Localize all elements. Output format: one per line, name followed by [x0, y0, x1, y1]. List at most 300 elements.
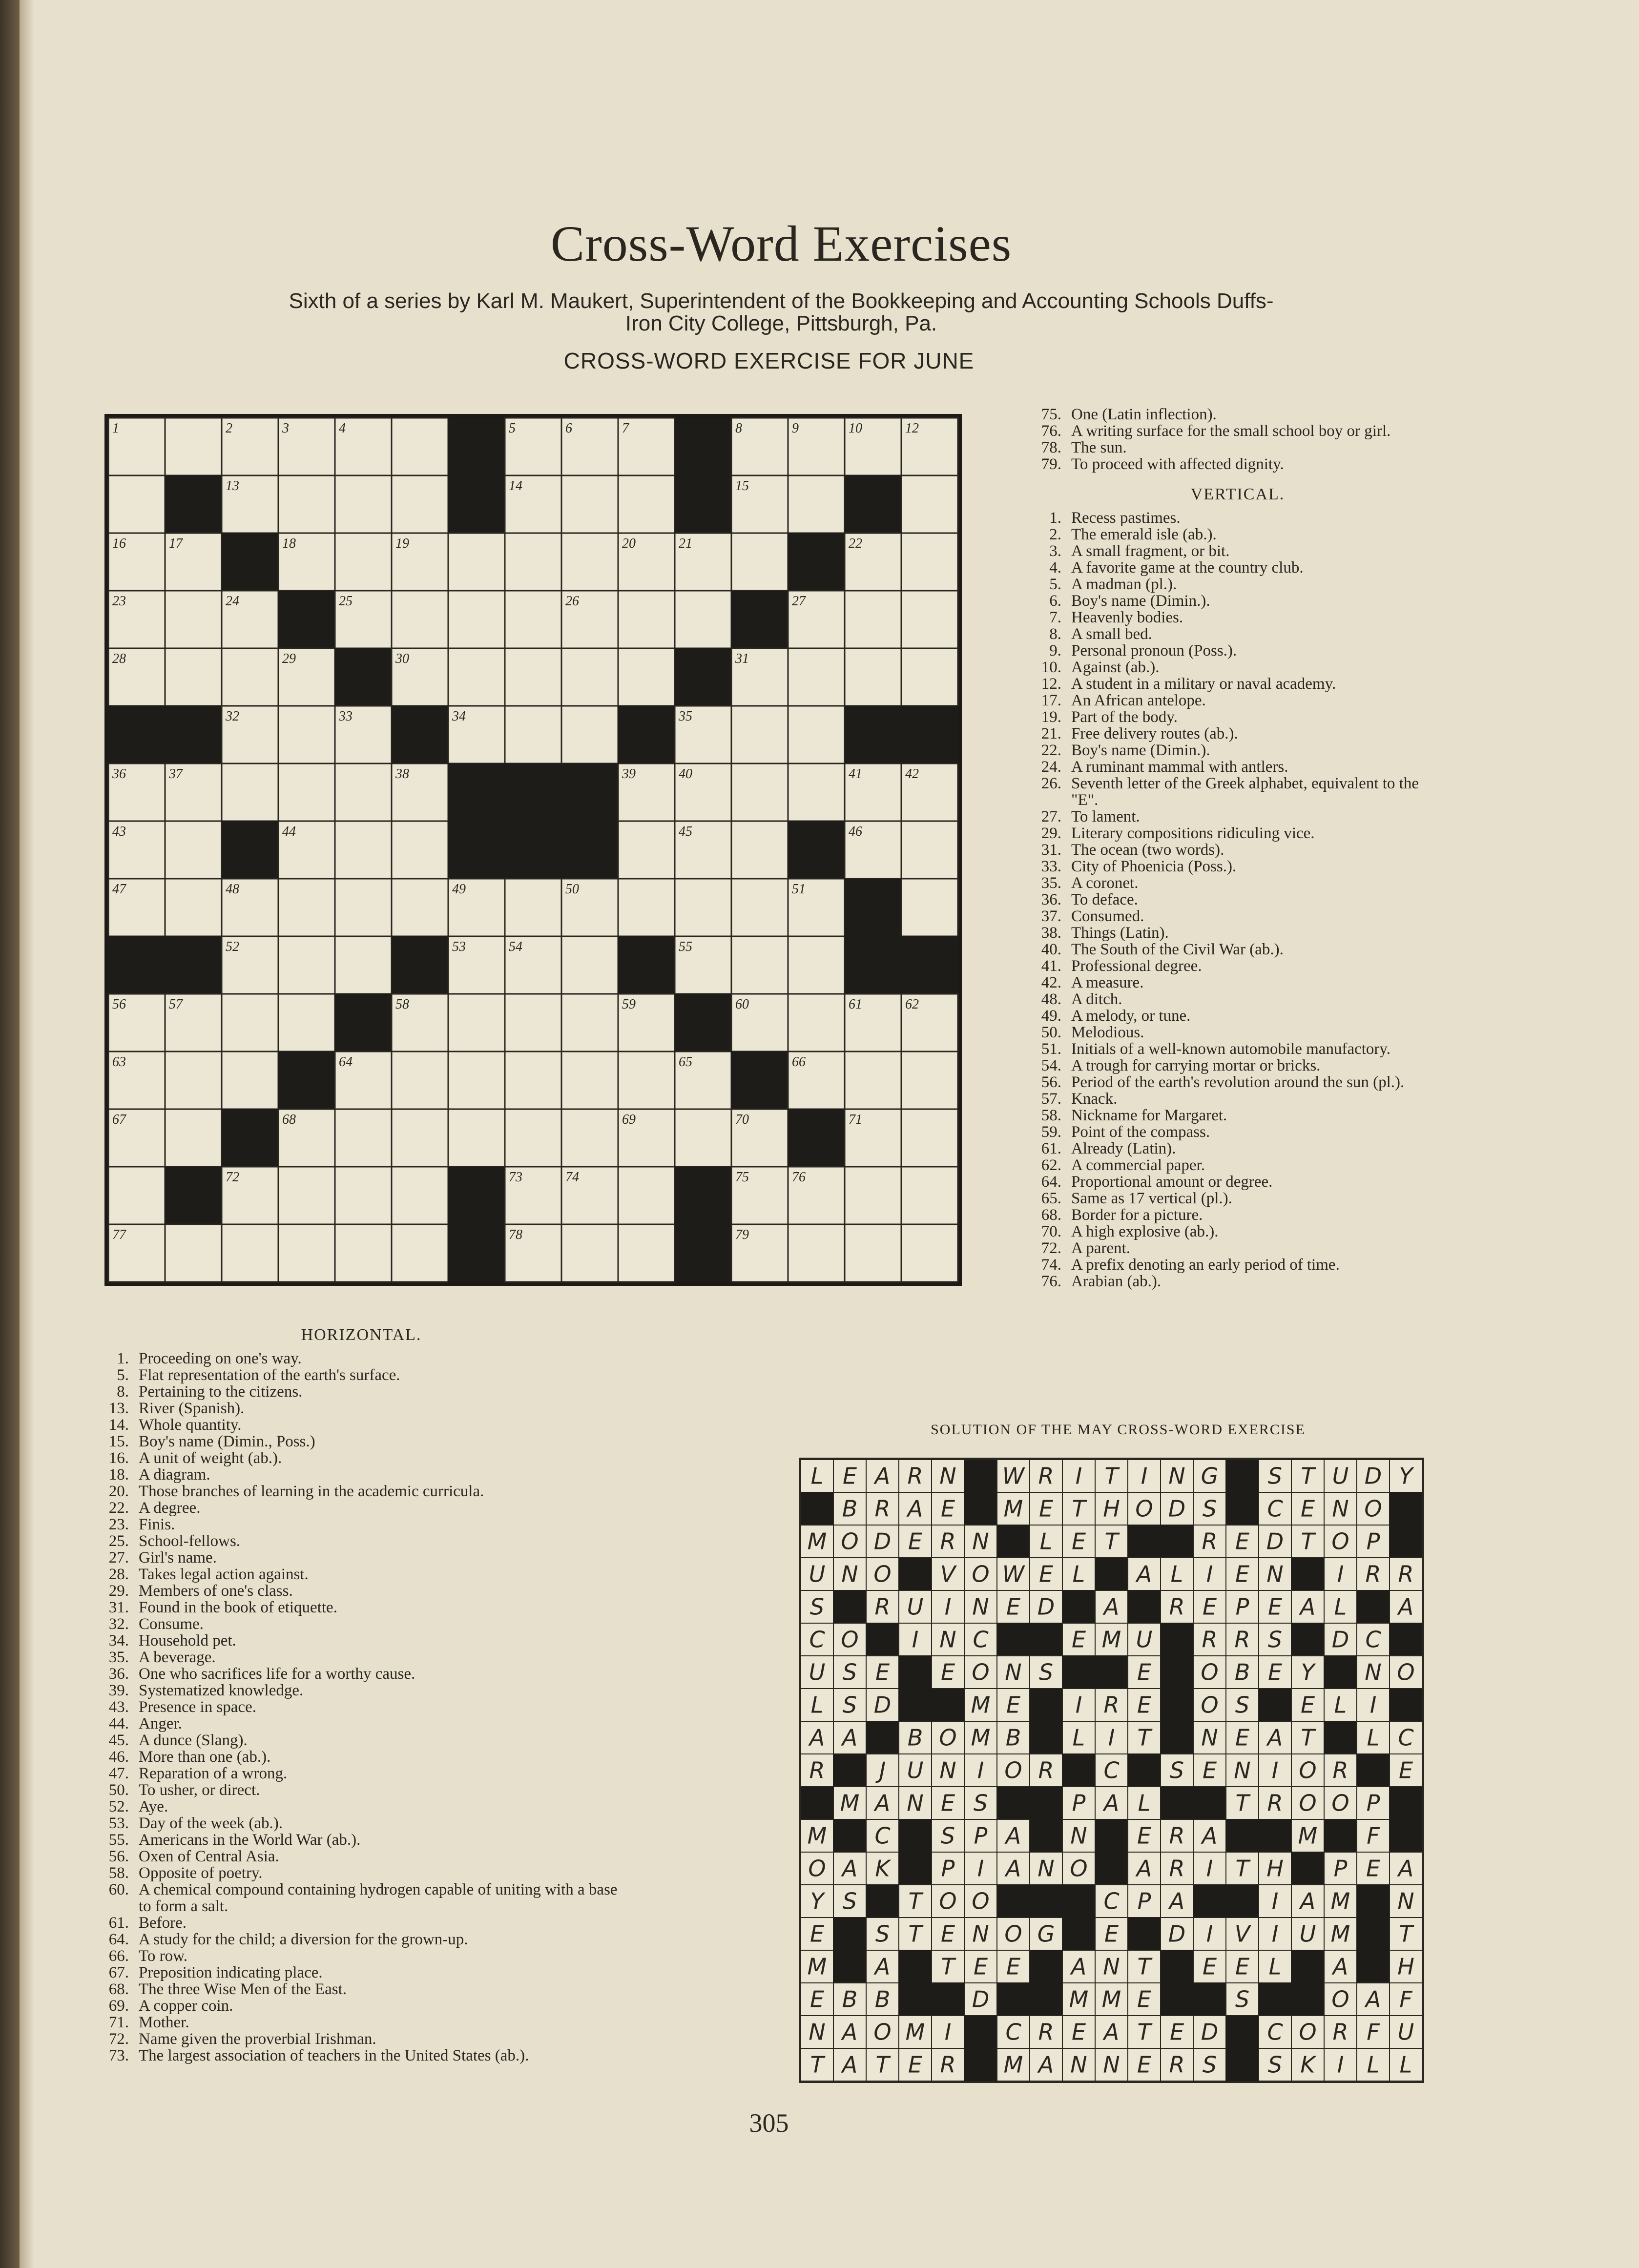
cell-number: 36 [112, 766, 126, 782]
solution-letter: D [1168, 1495, 1186, 1522]
cell-number: 61 [849, 997, 862, 1012]
clue [1030, 456, 1445, 473]
solution-letter: M [971, 1691, 991, 1718]
clue [98, 1367, 625, 1383]
solution-letter: N [1103, 1953, 1120, 1980]
clue-number: 23. [108, 1516, 129, 1533]
solution-letter: E [908, 2051, 923, 2078]
clue-number: 78. [1041, 439, 1061, 456]
cell-number: 43 [112, 824, 126, 839]
solution-letter: S [1267, 1463, 1283, 1489]
clue-number: 22. [108, 1499, 129, 1517]
clue-text: Consume. [139, 1615, 204, 1633]
clue [1030, 642, 1445, 659]
solution-letter: O [939, 1724, 957, 1751]
solution-black-cell [801, 1787, 833, 1819]
cell-number: 74 [565, 1170, 579, 1185]
black-cell [845, 936, 901, 994]
solution-black-cell [1259, 1689, 1291, 1721]
solution-letter: A [842, 2019, 858, 2045]
solution-letter: N [1070, 2051, 1087, 2078]
clue-text: A prefix denoting an early period of time. [1071, 1256, 1340, 1274]
cell-number: 71 [849, 1112, 862, 1127]
clue-text: Boy's name (Dimin.). [1071, 592, 1210, 610]
clue-number: 34. [108, 1632, 129, 1649]
solution-black-cell [1390, 1689, 1422, 1721]
solution-letter: U [1397, 2019, 1414, 2045]
clue-number: 54. [1041, 1057, 1061, 1074]
clue [1030, 908, 1445, 925]
solution-letter: M [1101, 1626, 1121, 1653]
cell-number: 1 [112, 421, 119, 436]
black-cell [222, 1109, 278, 1167]
clue-text: Day of the week (ab.). [139, 1814, 283, 1832]
black-cell [901, 706, 958, 763]
solution-black-cell [1324, 1721, 1357, 1754]
clue-text: Reparation of a wrong. [139, 1765, 288, 1782]
clue-number: 29. [108, 1582, 129, 1600]
cell-number: 62 [905, 997, 919, 1012]
solution-letter: M [807, 1953, 827, 1980]
solution-letter: D [873, 1691, 892, 1718]
clue-text: Professional degree. [1071, 957, 1202, 975]
clue-text: Initials of a well-known automobile manufactory. [1071, 1040, 1391, 1058]
black-cell [845, 706, 901, 763]
solution-letter: R [1202, 1528, 1218, 1555]
solution-letter: K [875, 1855, 890, 1882]
solution-letter: S [973, 1790, 988, 1816]
cell-number: 17 [169, 536, 183, 551]
solution-letter: O [1201, 1691, 1219, 1718]
solution-letter: S [809, 1593, 825, 1620]
clue [1030, 891, 1445, 908]
solution-letter: S [1202, 2051, 1217, 2078]
solution-letter: I [1271, 1757, 1279, 1784]
clue-text: Literary compositions ridiculing vice. [1071, 825, 1315, 842]
solution-letter: L [1138, 1790, 1151, 1816]
clue [1030, 406, 1445, 423]
black-cell [675, 1224, 731, 1282]
clue [98, 1649, 625, 1666]
solution-black-cell [1030, 1787, 1062, 1819]
solution-letter: L [1072, 1724, 1085, 1751]
solution-letter: O [1299, 1790, 1317, 1816]
cell-number: 18 [282, 536, 296, 551]
clue-number: 10. [1041, 659, 1061, 676]
solution-letter: E [1235, 1724, 1250, 1751]
solution-letter: A [1103, 1790, 1120, 1816]
solution-black-cell [1324, 1656, 1357, 1689]
clue-number: 70. [1041, 1223, 1061, 1240]
solution-black-cell [833, 1917, 866, 1950]
solution-letter: N [972, 1920, 989, 1947]
clue-number: 8. [1049, 625, 1061, 643]
clue-number: 1. [1049, 509, 1061, 527]
solution-letter: O [1331, 1790, 1349, 1816]
solution-letter: N [1201, 1724, 1218, 1751]
cell-number: 10 [849, 421, 862, 436]
solution-letter: I [977, 1855, 984, 1882]
solution-letter: U [1299, 1920, 1316, 1947]
black-cell [561, 821, 618, 879]
solution-letter: P [1333, 1855, 1348, 1882]
clue-text: Heavenly bodies. [1071, 609, 1183, 626]
clue-text: To usher, or direct. [139, 1781, 260, 1799]
solution-letter: E [1366, 1855, 1381, 1882]
solution-letter: T [1399, 1920, 1413, 1947]
solution-black-cell [1062, 1754, 1095, 1787]
clue-number: 12. [1041, 675, 1061, 693]
solution-letter: S [1038, 1659, 1054, 1686]
solution-letter: T [1104, 1528, 1119, 1555]
solution-letter: S [1267, 2051, 1283, 2078]
clue-number: 22. [1041, 742, 1061, 759]
cell-number: 79 [735, 1227, 749, 1242]
solution-letter: N [1234, 1757, 1251, 1784]
clue-number: 58. [1041, 1107, 1061, 1124]
solution-black-cell [866, 1721, 899, 1754]
clue [1030, 626, 1445, 642]
clue [98, 1483, 625, 1500]
solution-letter: R [1038, 2019, 1054, 2045]
cell-number: 63 [112, 1054, 126, 1070]
cell-number: 19 [395, 536, 409, 551]
clue [1030, 1024, 1445, 1041]
cell-number: 32 [226, 709, 239, 724]
solution-letter: L [1399, 2051, 1412, 2078]
subtitle-line-2: Iron City College, Pittsburgh, Pa. [625, 311, 937, 335]
solution-black-cell [1030, 1689, 1062, 1721]
clue [98, 1417, 625, 1433]
clue-number: 14. [108, 1416, 129, 1434]
clue [1030, 1074, 1445, 1091]
solution-black-cell [1226, 1819, 1259, 1852]
cell-number: 7 [622, 421, 629, 436]
solution-letter: C [1103, 1757, 1120, 1784]
black-cell [845, 475, 901, 533]
solution-letter: A [1398, 1593, 1414, 1620]
clue [1030, 659, 1445, 676]
solution-letter: C [1365, 1626, 1381, 1653]
solution-letter: A [1398, 1855, 1414, 1882]
solution-letter: L [1367, 2051, 1380, 2078]
solution-letter: W [1002, 1561, 1025, 1588]
solution-black-cell [1226, 1460, 1259, 1492]
black-cell [222, 533, 278, 591]
cell-number: 76 [792, 1170, 806, 1185]
clue [98, 1865, 625, 1881]
black-cell [731, 1052, 788, 1109]
clue [1030, 974, 1445, 991]
solution-black-cell [997, 1787, 1030, 1819]
solution-letter: N [1005, 1659, 1022, 1686]
solution-letter: E [1202, 1757, 1217, 1784]
solution-letter: H [1266, 1855, 1284, 1882]
clue-text: A trough for carrying mortar or bricks. [1071, 1057, 1321, 1074]
cell-number: 57 [169, 997, 183, 1012]
solution-letter: E [1137, 1659, 1152, 1686]
clue-number: 39. [108, 1682, 129, 1699]
clue-text: Anger. [139, 1715, 182, 1732]
clue-number: 79. [1041, 455, 1061, 473]
solution-black-cell [899, 1983, 932, 2016]
cell-number: 4 [339, 421, 346, 436]
solution-letter: E [908, 1528, 923, 1555]
clue [98, 1798, 625, 1815]
clue-number: 2. [1049, 526, 1061, 543]
cell-number: 52 [226, 939, 239, 954]
black-cell [675, 1167, 731, 1224]
cell-number: 35 [679, 709, 692, 724]
clue [98, 1832, 625, 1848]
clue-text: Personal pronoun (Poss.). [1071, 642, 1237, 660]
clue-text: Border for a picture. [1071, 1206, 1203, 1224]
cell-number: 60 [735, 997, 749, 1012]
solution-letter: E [809, 1986, 825, 2013]
solution-letter: E [1071, 1626, 1086, 1653]
clue-number: 13. [108, 1400, 129, 1417]
solution-black-cell [1030, 1721, 1062, 1754]
clue-number: 76. [1041, 1273, 1061, 1290]
solution-letter: R [1202, 1626, 1218, 1653]
clue [98, 1450, 625, 1466]
solution-letter: O [972, 1888, 990, 1915]
clue-text: Systematized knowledge. [139, 1682, 304, 1699]
cell-number: 50 [565, 882, 579, 897]
clue [1030, 576, 1445, 593]
cell-number: 16 [112, 536, 126, 551]
solution-letter: F [1399, 1986, 1412, 2013]
solution-letter: O [1004, 1757, 1022, 1784]
clue [98, 1632, 625, 1649]
solution-black-cell [1128, 1917, 1161, 1950]
solution-black-cell [1161, 1525, 1193, 1558]
cell-number: 28 [112, 651, 126, 666]
cell-number: 69 [622, 1112, 636, 1127]
solution-letter: T [1301, 1528, 1315, 1555]
clue-text: Finis. [139, 1516, 175, 1533]
solution-letter: O [1364, 1495, 1382, 1522]
solution-letter: M [1101, 1986, 1121, 2013]
clue-number: 21. [1041, 725, 1061, 742]
solution-letter: L [1334, 1593, 1347, 1620]
clue-number: 1. [117, 1350, 129, 1367]
solution-black-cell [1161, 1721, 1193, 1754]
black-cell [448, 418, 505, 475]
solution-black-cell [1095, 1852, 1128, 1885]
solution-letter: C [809, 1626, 825, 1653]
clue-text: Seventh letter of the Greek alphabet, equivalent to the "E". [1071, 775, 1419, 809]
cell-number: 15 [735, 478, 749, 494]
clue [1030, 958, 1445, 974]
solution-letter: R [1038, 1757, 1054, 1784]
right-clue-column [1030, 406, 1445, 1290]
clue-text: Americans in the World War (ab.). [139, 1831, 361, 1849]
cell-number: 3 [282, 421, 289, 436]
solution-letter: A [809, 1724, 825, 1751]
solution-letter: J [879, 1757, 886, 1784]
clue-text: The three Wise Men of the East. [139, 1980, 347, 1998]
solution-black-cell [1357, 1917, 1390, 1950]
solution-black-cell [899, 1558, 932, 1590]
clue-text: A madman (pl.). [1071, 576, 1177, 593]
solution-black-cell [1095, 1558, 1128, 1590]
solution-letter: S [940, 1822, 955, 1849]
black-cell [618, 936, 675, 994]
solution-black-cell [833, 1950, 866, 1983]
solution-letter: R [1365, 1561, 1381, 1588]
solution-black-cell [1226, 2048, 1259, 2081]
solution-letter: I [1108, 1724, 1115, 1751]
solution-letter: O [1201, 1659, 1219, 1686]
clue [98, 1931, 625, 1948]
clue-text: Period of the earth's revolution around the sun (pl.). [1071, 1073, 1405, 1091]
cell-number: 68 [282, 1112, 296, 1127]
clue-text: A student in a military or naval academy. [1071, 675, 1336, 693]
clue-number: 59. [1041, 1123, 1061, 1141]
solution-black-cell [899, 1819, 932, 1852]
solution-black-cell [1291, 1623, 1324, 1656]
cell-number: 49 [452, 882, 466, 897]
clue-text: A commercial paper. [1071, 1156, 1205, 1174]
clue [1030, 526, 1445, 543]
clue [98, 2014, 625, 2031]
clue [1030, 842, 1445, 858]
clue [1030, 941, 1445, 958]
cell-number: 14 [509, 478, 522, 494]
clue [1030, 1190, 1445, 1207]
solution-letter: T [1137, 1953, 1151, 1980]
clue-number: 18. [108, 1466, 129, 1484]
solution-letter: R [1169, 1593, 1185, 1620]
solution-black-cell [1161, 1623, 1193, 1656]
solution-black-cell [1390, 1492, 1422, 1525]
solution-letter: B [874, 1986, 891, 2013]
solution-letter: E [1267, 1593, 1283, 1620]
clue [98, 1599, 625, 1616]
solution-letter: B [842, 1986, 858, 2013]
black-cell [788, 821, 845, 879]
solution-letter: R [940, 1528, 956, 1555]
clue-text: A small fragment, or bit. [1071, 542, 1230, 560]
solution-black-cell [801, 1492, 833, 1525]
clue [98, 1815, 625, 1832]
clue-text: Boy's name (Dimin.). [1071, 742, 1210, 759]
clue-text: To proceed with affected dignity. [1071, 455, 1284, 473]
cell-number: 77 [112, 1227, 126, 1242]
solution-letter: B [842, 1495, 858, 1522]
solution-black-cell [997, 1623, 1030, 1656]
clue-text: School-fellows. [139, 1532, 241, 1550]
cell-number: 78 [509, 1227, 522, 1242]
clue-number: 5. [1049, 576, 1061, 593]
clue-text: Recess pastimes. [1071, 509, 1181, 527]
clue-text: A coronet. [1071, 874, 1139, 892]
solution-letter: N [1397, 1888, 1414, 1915]
clue [1030, 759, 1445, 775]
solution-black-cell [1357, 1590, 1390, 1623]
cell-number: 59 [622, 997, 636, 1012]
solution-letter: T [1301, 1463, 1315, 1489]
solution-letter: A [1332, 1953, 1349, 1980]
clue [98, 1516, 625, 1533]
clue-text: Those branches of learning in the academic curricula. [139, 1483, 484, 1500]
clue-text: Whole quantity. [139, 1416, 242, 1434]
clue-number: 58. [108, 1864, 129, 1882]
solution-black-cell [997, 1525, 1030, 1558]
clue-number: 20. [108, 1483, 129, 1500]
solution-letter: A [1071, 1953, 1087, 1980]
clue [1030, 742, 1445, 759]
clue-text: One who sacrifices life for a worthy cause. [139, 1665, 415, 1683]
solution-letter: E [809, 1920, 825, 1947]
solution-letter: M [807, 1822, 827, 1849]
clue-number: 51. [1041, 1040, 1061, 1058]
solution-letter: E [1006, 1953, 1021, 1980]
clue-number: 27. [1041, 808, 1061, 825]
clue [1030, 1207, 1445, 1223]
clue-text: Same as 17 vertical (pl.). [1071, 1190, 1232, 1207]
solution-letter: R [907, 1463, 923, 1489]
clue-text: Things (Latin). [1071, 924, 1169, 942]
solution-black-cell [866, 1623, 899, 1656]
solution-letter: K [1300, 2051, 1315, 2078]
cell-number: 8 [735, 421, 742, 436]
solution-letter: O [808, 1855, 826, 1882]
solution-black-cell [1030, 1983, 1062, 2016]
clue [1030, 510, 1445, 526]
solution-letter: U [907, 1593, 924, 1620]
solution-letter: H [1103, 1495, 1120, 1522]
clue [98, 2031, 625, 2047]
solution-letter: I [1271, 1888, 1279, 1915]
solution-black-cell [1062, 1656, 1095, 1689]
cell-number: 44 [282, 824, 296, 839]
clue-number: 41. [1041, 957, 1061, 975]
clue [1030, 543, 1445, 559]
clue [1030, 593, 1445, 609]
solution-letter: I [944, 2019, 952, 2045]
solution-letter: D [1037, 1593, 1055, 1620]
solution-letter: L [810, 1691, 824, 1718]
clue-text: Already (Latin). [1071, 1140, 1176, 1157]
solution-letter: E [1398, 1757, 1413, 1784]
clue [98, 1749, 625, 1765]
solution-letter: T [1137, 1724, 1151, 1751]
solution-letter: I [912, 1626, 919, 1653]
cell-number: 51 [792, 882, 806, 897]
clue [98, 1616, 625, 1632]
solution-letter: A [1038, 2051, 1054, 2078]
black-cell [165, 1167, 222, 1224]
solution-letter: C [1005, 2019, 1021, 2045]
clue-number: 67. [108, 1964, 129, 1981]
cell-number: 38 [395, 766, 409, 782]
solution-letter: G [1037, 1920, 1055, 1947]
clue-number: 57. [1041, 1090, 1061, 1108]
exercise-title: CROSS-WORD EXERCISE FOR JUNE [563, 348, 975, 373]
clue-text: City of Phoenicia (Poss.). [1071, 858, 1237, 875]
clue-number: 69. [108, 1997, 129, 2015]
solution-black-cell [1226, 2016, 1259, 2048]
clue [98, 1549, 625, 1566]
clue-number: 68. [108, 1980, 129, 1998]
clue-text: A favorite game at the country club. [1071, 559, 1304, 577]
cell-number: 31 [735, 651, 749, 666]
cell-number: 33 [339, 709, 353, 724]
clue-number: 71. [108, 2014, 129, 2031]
solution-black-cell [1062, 1885, 1095, 1917]
